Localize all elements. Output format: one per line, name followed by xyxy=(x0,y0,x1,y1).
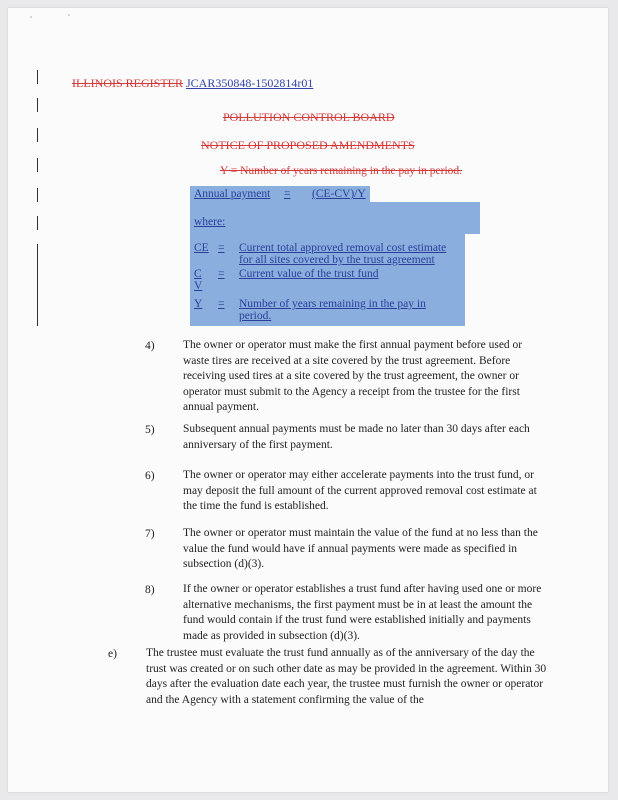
definition-equals: = xyxy=(218,242,225,254)
subsection-text: The trustee must evaluate the trust fund annually as of the anniversary of the day the trust was created or on such other date as may be provided in the agreement. Within 30 days after the evaluation date each year, the trustee must furnish the owner or operator and the Agency with a statement confirming the value of the xyxy=(146,647,547,706)
definition-symbol: Y xyxy=(194,298,203,310)
change-bar xyxy=(37,244,38,326)
formula-highlight xyxy=(190,202,480,234)
notice-title: NOTICE OF PROPOSED AMENDMENTS xyxy=(201,138,415,152)
item-number: 8) xyxy=(145,584,155,596)
item-text: Subsequent annual payments must be made no later than 30 days after each anniversary of the first payment. xyxy=(183,423,530,451)
item-number: 5) xyxy=(145,424,155,436)
where-label: where: xyxy=(194,216,226,228)
definition-equals: = xyxy=(218,268,225,280)
subsection-letter: e) xyxy=(108,648,117,660)
change-bar xyxy=(37,128,38,142)
definition-text: period. xyxy=(239,310,272,322)
item-number: 6) xyxy=(145,470,155,482)
scan-speck xyxy=(68,14,70,16)
definition-symbol: CE xyxy=(194,242,209,254)
formula-expression: (CE-CV)/Y xyxy=(312,188,366,200)
document-page xyxy=(8,8,608,792)
item-number: 7) xyxy=(145,528,155,540)
change-bar xyxy=(37,158,38,172)
definition-text: Number of years remaining in the pay in xyxy=(239,298,426,310)
definition-text: Current value of the trust fund xyxy=(239,268,379,280)
definition-symbol: V xyxy=(194,280,203,292)
definition-text: for all sites covered by the trust agreement xyxy=(239,254,435,266)
change-bar xyxy=(37,216,38,230)
item-text: The owner or operator must maintain the value of the fund at no less than the value the fund would have if annual payments were made as specified in subsection (d)(3). xyxy=(183,527,538,570)
register-label: ILLINOIS REGISTER xyxy=(72,76,183,90)
formula-equals: = xyxy=(284,188,291,200)
item-number: 4) xyxy=(145,340,155,352)
deleted-definition: Y = Number of years remaining in the pay in period. xyxy=(220,165,463,177)
annual-payment-label: Annual payment xyxy=(194,188,271,200)
item-text: The owner or operator may either accelerate payments into the trust fund, or may deposit the full amount of the current approved removal cost estimate at the time the fund is established. xyxy=(183,469,537,512)
scan-speck xyxy=(30,16,32,18)
definition-equals: = xyxy=(218,298,225,310)
item-text: If the owner or operator establishes a trust fund after having used one or more alternative mechanisms, the first payment must be in at least the amount the fund would contain if the trust fund were established initially and payments made as provided in subsection (d)(3). xyxy=(183,583,542,642)
item-text: The owner or operator must make the first annual payment before used or waste tires are received at a site covered by the trust agreement. Before receiving used tires at a site covered by the trust agreement, the owner or operator must submit to the Agency a receipt from the trustee for the first annual payment. xyxy=(183,339,523,413)
change-bar xyxy=(37,98,38,112)
register-header xyxy=(72,76,313,91)
change-bar xyxy=(37,70,38,84)
board-title: POLLUTION CONTROL BOARD xyxy=(223,110,395,124)
definition-text: Current total approved removal cost estimate xyxy=(239,242,447,254)
definition-symbol: C xyxy=(194,268,202,280)
change-bar xyxy=(37,188,38,202)
register-code: JCAR350848-1502814r01 xyxy=(186,76,314,90)
